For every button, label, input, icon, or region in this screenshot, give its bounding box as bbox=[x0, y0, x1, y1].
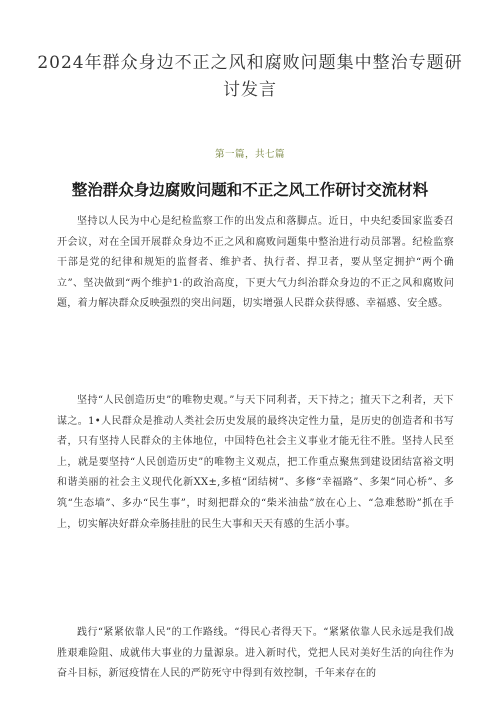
section-title: 整治群众身边腐败问题和不正之风工作研讨交流材料 bbox=[71, 181, 429, 199]
document-title: 2024年群众身边不正之风和腐败问题集中整治专题研讨发言 bbox=[37, 53, 463, 100]
paragraph-2: 坚持“人民创造历史”的唯物史观。”与天下同利者，天下持之；擅天下之利者，天下谋之。1•人民群众是推动人类社会历史发展的最终决定性力量，是历史的创造者和书写者，只有坚持人民群众的主体地位，中国特色社会主义事业才能无往不胜。坚持人民至上，就是要坚持“人民创造历史”的唯物主义观点，把工作重点聚焦到建设团结富裕文明和谐美丽的社会主义现代化新XX±,多植“团结树”、多修“幸福路”、多架“同心桥”、多筑“生态墙”、多办“民生事”，时刻把群众的“柴米油盐”放在心上、“急难愁盼”抓在手上，切实解决好群众牵肠挂肚的民生大事和天天有感的生活小事。 bbox=[57, 395, 454, 530]
paragraph-3: 践行“紧紧依靠人民”的工作路线。“得民心者得天下。“紧紧依靠人民永远是我们战胜艰难险阻、成就伟大事业的力量源泉。进入新时代，党把人民对美好生活的向往作为奋斗目标，新冠疫情在人民的严防死守中得到有效控制，千年来存在的 bbox=[57, 627, 454, 680]
paragraph-1: 坚持以人民为中心是纪检监察工作的出发点和落脚点。近日，中央纪委国家监委召开会议，对在全国开展群众身边不正之风和腐败问题集中整治进行动员部署。纪检监察干部是党的纪律和规矩的监督者、维护者、执行者、捍卫者，要从坚定拥护“两个确立”、坚决做到“两个维护1·的政治高度，下更大气力纠治群众身边的不正之风和腐败问题，着力解决群众反映强烈的突出问题，切实增强人民群众获得感、幸福感、安全感。 bbox=[57, 216, 454, 310]
chapter-label: 第一篇，共七篇 bbox=[214, 149, 285, 160]
